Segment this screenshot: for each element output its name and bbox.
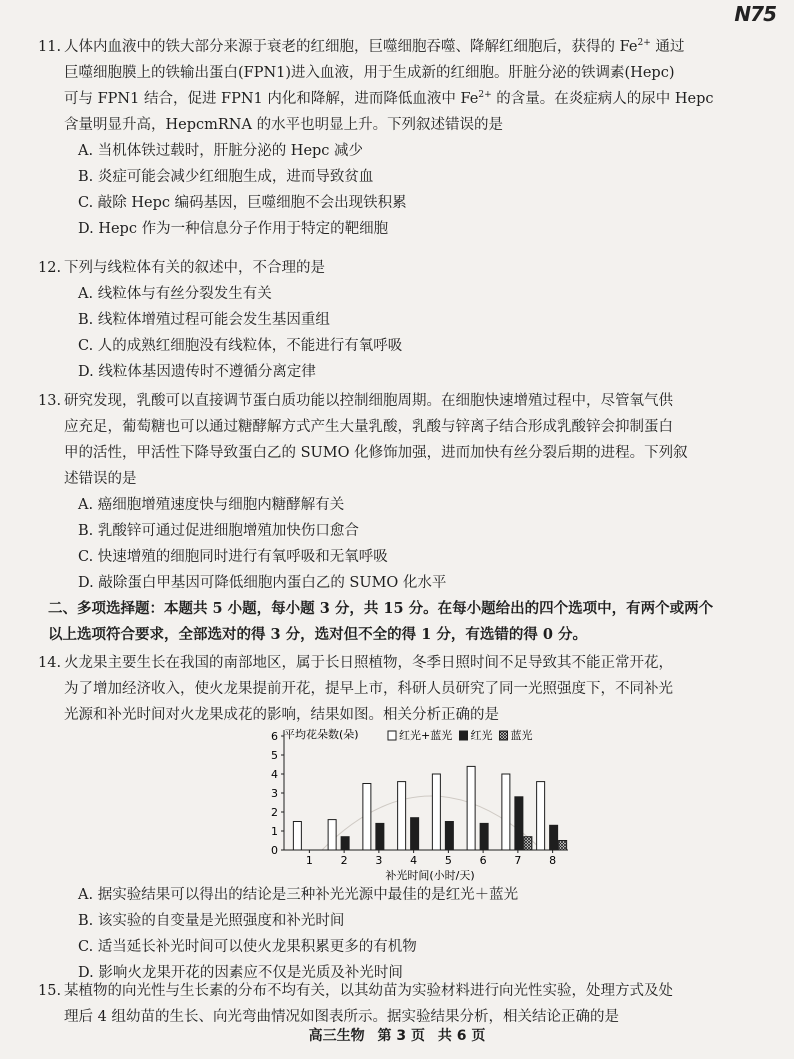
question-11 [38, 34, 754, 242]
q11-option-b: B. 炎症可能会减少红细胞生成，进而导致贫血 [78, 169, 374, 185]
section-2-line-1: 二、多项选择题：本题共 5 小题，每小题 3 分，共 15 分。在每小题给出的四个选项中，有两个或两个 [48, 600, 714, 617]
page-footer [0, 1025, 794, 1045]
legend-label: 红光+蓝光 [399, 729, 453, 742]
chart-y-tick-label: 0 [271, 844, 278, 857]
chart-y-tick-label: 1 [271, 825, 278, 838]
chart-y-tick-label: 6 [271, 730, 278, 743]
question-14-options [38, 882, 754, 986]
chart-x-tick-label: 3 [375, 854, 383, 867]
footer-total: 共 6 页 [437, 1028, 486, 1044]
q13-line-2: 应充足，葡萄糖也可以通过糖酵解方式产生大量乳酸，乳酸与锌离子结合形成乳酸锌会抑制蛋白 [64, 419, 673, 435]
bar-red-4 [411, 818, 419, 850]
q14-number: 14. [38, 655, 62, 671]
q14-line-2: 为了增加经济收入，使火龙果提前开花，提早上市，科研人员研究了同一光照强度下，不同补光 [64, 681, 673, 697]
q11-option-c: C. 敲除 Hepc 编码基因，巨噬细胞不会出现铁积累 [78, 195, 407, 211]
legend-swatch [388, 731, 396, 740]
q13-option-b: B. 乳酸锌可通过促进细胞增殖加快伤口愈合 [78, 523, 359, 539]
q12-option-b: B. 线粒体增殖过程可能会发生基因重组 [78, 312, 330, 328]
question-15 [38, 978, 754, 1030]
chart-x-tick-label: 4 [410, 854, 418, 867]
bar-red-blue-8 [537, 782, 545, 850]
bar-red-blue-2 [328, 820, 336, 850]
q11-line-1: 11. 人体内血液中的铁大部分来源于衰老的红细胞，巨噬细胞吞噬、降解红细胞后，获得的 $Fe^{2+}$ 通过 [38, 34, 754, 60]
q14-option-a: A. 据实验结果可以得出的结论是三种补光光源中最佳的是红光＋蓝光 [78, 887, 519, 903]
chart-y-tick-label: 4 [271, 768, 278, 781]
chart-y-tick-label: 3 [271, 787, 278, 800]
chart-y-axis-label: 平均花朵数(朵) [284, 728, 359, 741]
question-13 [38, 388, 754, 596]
q11-line-3: 可与 FPN1 结合，促进 FPN1 内化和降解，进而降低血液中 $Fe^{2+}$ 的含量。在炎症病人的尿中 Hepc [64, 90, 714, 107]
chart-x-tick-label: 6 [479, 854, 487, 867]
q13-line-4: 述错误的是 [64, 471, 137, 487]
q14-option-c: C. 适当延长补光时间可以使火龙果积累更多的有机物 [78, 939, 417, 955]
q13-option-d: D. 敲除蛋白甲基因可降低细胞内蛋白乙的 SUMO 化水平 [78, 575, 447, 591]
bar-red-3 [376, 823, 384, 850]
section-2-line-2: 以上选项符合要求，全部选对的得 3 分，选对但不全的得 1 分，有选错的得 0 分。 [48, 626, 588, 643]
section-2-instructions [48, 596, 758, 648]
q11-line-4: 含量明显升高，HepcmRNA 的水平也明显上升。下列叙述错误的是 [64, 117, 504, 133]
chart-y-tick-label: 5 [271, 749, 278, 762]
footer-subject: 高三生物 [308, 1028, 365, 1044]
bar-red-blue-5 [432, 774, 440, 850]
legend-swatch [500, 731, 508, 740]
q12-option-c: C. 人的成熟红细胞没有线粒体，不能进行有氧呼吸 [78, 338, 403, 354]
corner-stamp: N75 [734, 2, 776, 26]
q15-line-1: 15. 某植物的向光性与生长素的分布不均有关，以其幼苗为实验材料进行向光性实验，处理方式及处 [38, 978, 754, 1004]
legend-label: 蓝光 [510, 729, 533, 742]
q11-option-a: A. 当机体铁过载时，肝脏分泌的 Hepc 减少 [78, 143, 364, 159]
question-12 [38, 255, 754, 385]
q12-option-a: A. 线粒体与有丝分裂发生有关 [78, 286, 272, 302]
chart-x-tick-label: 5 [444, 854, 452, 867]
legend-label: 红光 [470, 729, 493, 742]
q12-stem: 12. 下列与线粒体有关的叙述中，不合理的是 [38, 255, 754, 281]
q13-option-c: C. 快速增殖的细胞同时进行有氧呼吸和无氧呼吸 [78, 549, 388, 565]
chart-x-tick-label: 2 [340, 854, 348, 867]
chart-x-tick-label: 1 [305, 854, 313, 867]
q11-number: 11. [38, 39, 62, 55]
bar-blue-7 [524, 837, 532, 850]
chart-x-axis-label: 补光时间(小时/天) [385, 869, 475, 882]
q15-number: 15. [38, 983, 62, 999]
q14-option-d: D. 影响火龙果开花的因素应不仅是光质及补光时间 [78, 965, 403, 981]
bar-blue-8 [559, 841, 567, 851]
q12-number: 12. [38, 260, 62, 276]
flower-count-bar-chart [262, 722, 578, 882]
legend-swatch [460, 731, 468, 740]
q11-line-2: 巨噬细胞膜上的铁输出蛋白(FPN1)进入血液，用于生成新的红细胞。肝脏分泌的铁调素(Hepc) [64, 65, 675, 81]
bar-red-8 [550, 825, 558, 850]
bar-red-blue-7 [502, 774, 510, 850]
footer-page: 第 3 页 [377, 1028, 425, 1044]
q15-line-2: 理后 4 组幼苗的生长、向光弯曲情况如图表所示。据实验结果分析，相关结论正确的是 [64, 1009, 619, 1025]
bar-red-blue-4 [398, 782, 406, 850]
question-14 [38, 650, 754, 728]
chart-y-tick-label: 2 [271, 806, 278, 819]
bar-red-5 [445, 822, 453, 851]
q14-line-1: 14. 火龙果主要生长在我国的南部地区，属于长日照植物，冬季日照时间不足导致其不能正常开花， [38, 650, 754, 676]
bar-red-6 [480, 823, 488, 850]
chart-bars [293, 766, 566, 850]
bar-red-blue-6 [467, 766, 475, 850]
bar-red-blue-3 [363, 784, 371, 851]
q14-line-3: 光源和补光时间对火龙果成花的影响，结果如图。相关分析正确的是 [64, 707, 499, 723]
q13-line-1: 13. 研究发现，乳酸可以直接调节蛋白质功能以控制细胞周期。在细胞快速增殖过程中，尽管氧气供 [38, 388, 754, 414]
q11-option-d: D. Hepc 作为一种信息分子作用于特定的靶细胞 [78, 221, 389, 237]
bar-red-2 [341, 837, 349, 850]
bar-red-7 [515, 797, 523, 850]
q12-option-d: D. 线粒体基因遗传时不遵循分离定律 [78, 364, 316, 380]
q13-line-3: 甲的活性，甲活性下降导致蛋白乙的 SUMO 化修饰加强，进而加快有丝分裂后期的进程。下列叙 [64, 445, 688, 461]
chart-legend [388, 728, 533, 742]
chart-x-tick-label: 8 [549, 854, 557, 867]
bar-red-blue-1 [293, 822, 301, 851]
q13-option-a: A. 癌细胞增殖速度快与细胞内糖酵解有关 [78, 497, 345, 513]
chart-x-tick-label: 7 [514, 854, 522, 867]
q14-option-b: B. 该实验的自变量是光照强度和补光时间 [78, 913, 345, 929]
q13-number: 13. [38, 393, 62, 409]
